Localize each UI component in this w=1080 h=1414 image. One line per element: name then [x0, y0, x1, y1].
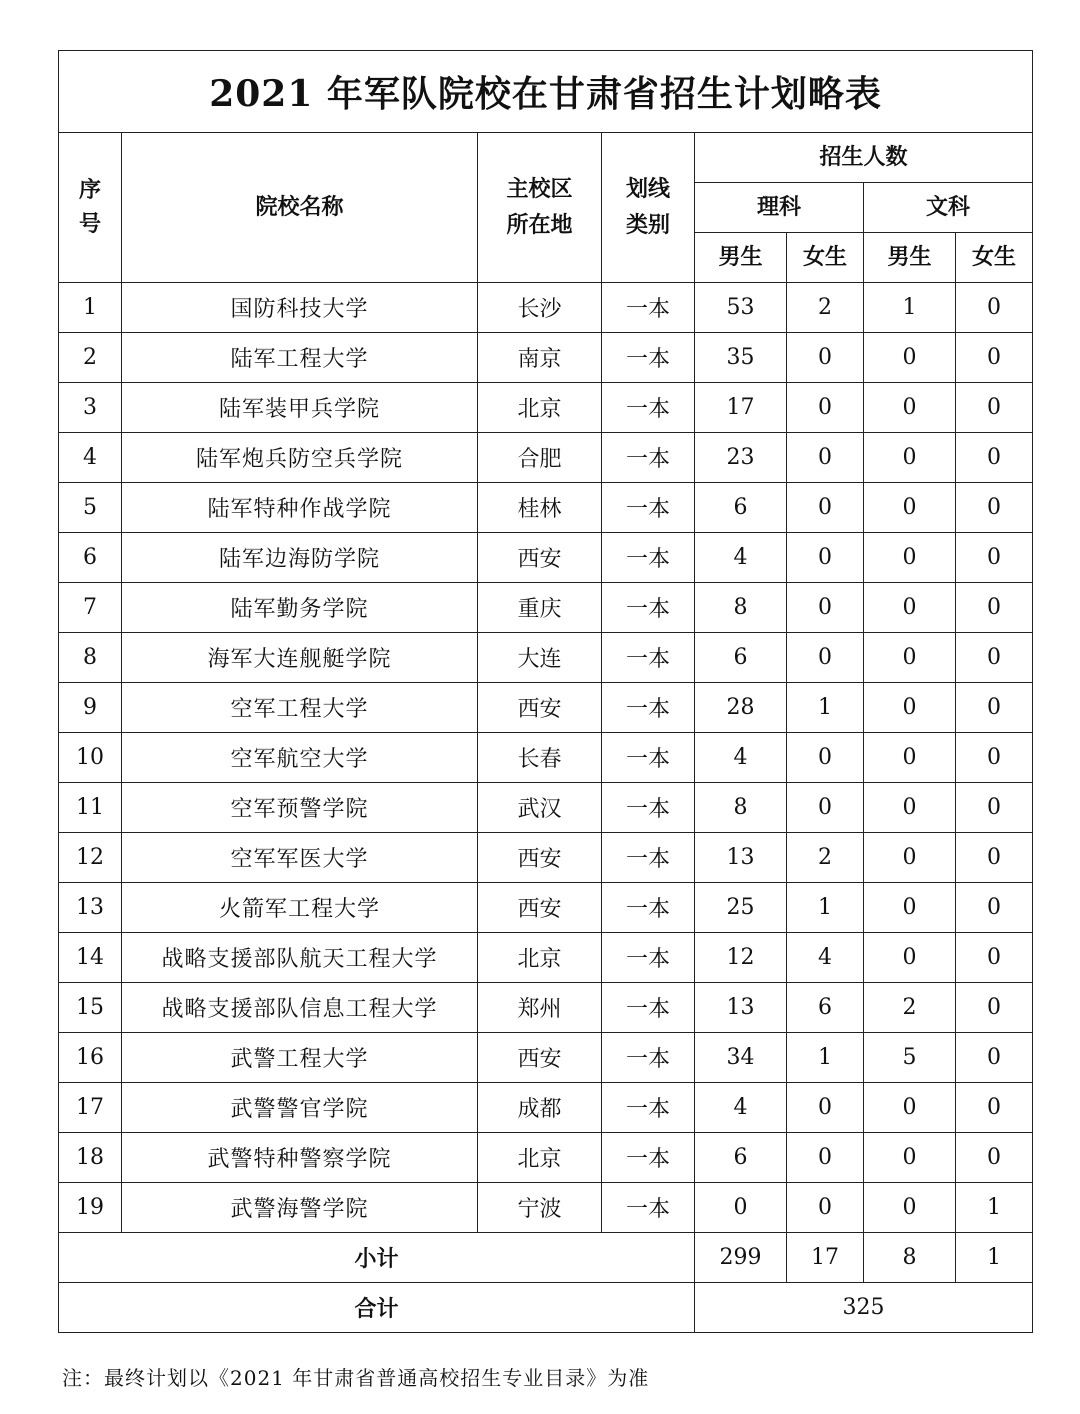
row-campus: 西安: [478, 683, 602, 733]
row-seq: 8: [59, 633, 122, 683]
total-label: 合计: [59, 1283, 695, 1333]
table-row: [59, 833, 1033, 883]
row-seq: 4: [59, 433, 122, 483]
row-school: 空军工程大学: [122, 683, 478, 733]
row-science-male: 23: [695, 433, 787, 483]
row-arts-male: 0: [864, 333, 956, 383]
row-category: 一本: [602, 883, 695, 933]
row-campus: 合肥: [478, 433, 602, 483]
row-arts-female: 0: [956, 933, 1033, 983]
row-science-female: 0: [787, 583, 864, 633]
table-row: [59, 483, 1033, 533]
row-school: 陆军炮兵防空兵学院: [122, 433, 478, 483]
row-category: 一本: [602, 1033, 695, 1083]
row-school: 空军军医大学: [122, 833, 478, 883]
subtotal-arts-male: 8: [864, 1233, 956, 1283]
header-school: 院校名称: [122, 133, 478, 283]
row-campus: 西安: [478, 833, 602, 883]
table-row: [59, 333, 1033, 383]
row-science-male: 8: [695, 783, 787, 833]
row-science-female: 2: [787, 283, 864, 333]
row-category: 一本: [602, 483, 695, 533]
row-arts-male: 0: [864, 933, 956, 983]
subtotal-arts-female: 1: [956, 1233, 1033, 1283]
header-category: [602, 133, 695, 283]
total-value: 325: [695, 1283, 1033, 1333]
row-seq: 19: [59, 1183, 122, 1233]
header-enroll: 招生人数: [695, 133, 1033, 183]
table-row: [59, 733, 1033, 783]
row-seq: 15: [59, 983, 122, 1033]
row-category: 一本: [602, 983, 695, 1033]
row-arts-female: 0: [956, 333, 1033, 383]
row-science-male: 34: [695, 1033, 787, 1083]
row-category: 一本: [602, 683, 695, 733]
row-campus: 长沙: [478, 283, 602, 333]
row-science-female: 0: [787, 483, 864, 533]
row-arts-male: 5: [864, 1033, 956, 1083]
row-seq: 14: [59, 933, 122, 983]
row-arts-female: 0: [956, 833, 1033, 883]
row-arts-female: 0: [956, 283, 1033, 333]
row-science-male: 8: [695, 583, 787, 633]
row-seq: 3: [59, 383, 122, 433]
row-seq: 18: [59, 1133, 122, 1183]
table-row: [59, 983, 1033, 1033]
row-seq: 11: [59, 783, 122, 833]
row-campus: 北京: [478, 933, 602, 983]
table-row: [59, 933, 1033, 983]
title-row: [59, 51, 1033, 133]
row-science-male: 4: [695, 533, 787, 583]
table-row: [59, 883, 1033, 933]
row-arts-female: 0: [956, 433, 1033, 483]
row-seq: 2: [59, 333, 122, 383]
row-school: 空军预警学院: [122, 783, 478, 833]
row-arts-male: 0: [864, 483, 956, 533]
row-arts-female: 0: [956, 583, 1033, 633]
row-science-male: 17: [695, 383, 787, 433]
table-row: [59, 533, 1033, 583]
row-campus: 郑州: [478, 983, 602, 1033]
row-science-female: 0: [787, 433, 864, 483]
row-category: 一本: [602, 1183, 695, 1233]
row-science-male: 6: [695, 1133, 787, 1183]
row-category: 一本: [602, 583, 695, 633]
header-seq-label: 序号: [78, 177, 101, 237]
row-arts-female: 0: [956, 733, 1033, 783]
row-science-female: 4: [787, 933, 864, 983]
row-seq: 7: [59, 583, 122, 633]
row-school: 海军大连舰艇学院: [122, 633, 478, 683]
row-campus: 大连: [478, 633, 602, 683]
subtotal-row: [59, 1233, 1033, 1283]
row-campus: 武汉: [478, 783, 602, 833]
row-category: 一本: [602, 633, 695, 683]
header-row-1: [59, 133, 1033, 183]
table-row: [59, 433, 1033, 483]
row-science-female: 6: [787, 983, 864, 1033]
header-science-male: 男生: [695, 233, 787, 283]
row-arts-female: 0: [956, 383, 1033, 433]
row-seq: 10: [59, 733, 122, 783]
row-science-female: 0: [787, 1183, 864, 1233]
table-row: [59, 583, 1033, 633]
table-row: [59, 383, 1033, 433]
row-school: 武警特种警察学院: [122, 1133, 478, 1183]
row-arts-male: 0: [864, 433, 956, 483]
table-row: [59, 1183, 1033, 1233]
footnote: 注：最终计划以《2021 年甘肃省普通高校招生专业目录》为准: [62, 1366, 650, 1390]
row-arts-male: 2: [864, 983, 956, 1033]
row-arts-male: 0: [864, 583, 956, 633]
subtotal-science-female: 17: [787, 1233, 864, 1283]
row-campus: 长春: [478, 733, 602, 783]
row-arts-female: 0: [956, 683, 1033, 733]
page-title: 2021 年军队院校在甘肃省招生计划略表: [59, 51, 1033, 133]
row-campus: 桂林: [478, 483, 602, 533]
row-arts-male: 0: [864, 733, 956, 783]
row-arts-male: 0: [864, 1183, 956, 1233]
row-science-female: 0: [787, 533, 864, 583]
row-campus: 南京: [478, 333, 602, 383]
row-seq: 9: [59, 683, 122, 733]
row-science-male: 0: [695, 1183, 787, 1233]
row-arts-male: 0: [864, 633, 956, 683]
header-campus: [478, 133, 602, 283]
row-arts-male: 0: [864, 1083, 956, 1133]
row-science-female: 1: [787, 1033, 864, 1083]
row-science-female: 0: [787, 1133, 864, 1183]
row-school: 陆军工程大学: [122, 333, 478, 383]
table-row: [59, 1133, 1033, 1183]
row-school: 陆军勤务学院: [122, 583, 478, 633]
row-seq: 5: [59, 483, 122, 533]
row-science-male: 12: [695, 933, 787, 983]
row-school: 武警工程大学: [122, 1033, 478, 1083]
row-campus: 西安: [478, 1033, 602, 1083]
row-arts-female: 0: [956, 983, 1033, 1033]
row-category: 一本: [602, 533, 695, 583]
row-school: 武警警官学院: [122, 1083, 478, 1133]
header-seq: [59, 133, 122, 283]
row-arts-male: 0: [864, 533, 956, 583]
row-science-male: 4: [695, 1083, 787, 1133]
subtotal-science-male: 299: [695, 1233, 787, 1283]
row-arts-female: 1: [956, 1183, 1033, 1233]
row-arts-male: 0: [864, 383, 956, 433]
row-arts-male: 0: [864, 683, 956, 733]
table-row: [59, 633, 1033, 683]
row-science-female: 1: [787, 683, 864, 733]
row-arts-female: 0: [956, 633, 1033, 683]
row-campus: 重庆: [478, 583, 602, 633]
row-science-female: 0: [787, 633, 864, 683]
row-science-female: 1: [787, 883, 864, 933]
header-category-label: 划线类别: [625, 176, 670, 238]
row-seq: 6: [59, 533, 122, 583]
header-arts-female: 女生: [956, 233, 1033, 283]
row-science-female: 2: [787, 833, 864, 883]
row-school: 战略支援部队航天工程大学: [122, 933, 478, 983]
row-school: 国防科技大学: [122, 283, 478, 333]
row-school: 陆军装甲兵学院: [122, 383, 478, 433]
row-arts-male: 0: [864, 783, 956, 833]
row-campus: 西安: [478, 533, 602, 583]
row-campus: 西安: [478, 883, 602, 933]
row-arts-male: 0: [864, 1133, 956, 1183]
header-arts: 文科: [864, 183, 1033, 233]
row-seq: 1: [59, 283, 122, 333]
row-school: 武警海警学院: [122, 1183, 478, 1233]
row-campus: 成都: [478, 1083, 602, 1133]
row-seq: 16: [59, 1033, 122, 1083]
table-row: [59, 1083, 1033, 1133]
row-category: 一本: [602, 783, 695, 833]
row-science-female: 0: [787, 333, 864, 383]
total-row: [59, 1283, 1033, 1333]
row-science-female: 0: [787, 1083, 864, 1133]
row-category: 一本: [602, 833, 695, 883]
row-category: 一本: [602, 1083, 695, 1133]
row-seq: 13: [59, 883, 122, 933]
row-arts-female: 0: [956, 1133, 1033, 1183]
row-arts-male: 1: [864, 283, 956, 333]
row-school: 战略支援部队信息工程大学: [122, 983, 478, 1033]
row-science-male: 6: [695, 633, 787, 683]
row-school: 陆军边海防学院: [122, 533, 478, 583]
header-campus-label: 主校区所在地: [506, 176, 573, 238]
row-arts-female: 0: [956, 1033, 1033, 1083]
row-science-male: 13: [695, 833, 787, 883]
row-science-male: 4: [695, 733, 787, 783]
row-arts-female: 0: [956, 483, 1033, 533]
enrollment-table: [58, 50, 1033, 1333]
row-campus: 北京: [478, 383, 602, 433]
row-campus: 宁波: [478, 1183, 602, 1233]
row-science-male: 6: [695, 483, 787, 533]
row-science-female: 0: [787, 783, 864, 833]
row-school: 火箭军工程大学: [122, 883, 478, 933]
header-science: 理科: [695, 183, 864, 233]
row-category: 一本: [602, 383, 695, 433]
subtotal-label: 小计: [59, 1233, 695, 1283]
row-category: 一本: [602, 333, 695, 383]
row-category: 一本: [602, 1133, 695, 1183]
row-category: 一本: [602, 933, 695, 983]
row-arts-male: 0: [864, 883, 956, 933]
row-science-male: 35: [695, 333, 787, 383]
row-science-female: 0: [787, 733, 864, 783]
header-science-female: 女生: [787, 233, 864, 283]
row-category: 一本: [602, 733, 695, 783]
row-category: 一本: [602, 433, 695, 483]
row-arts-female: 0: [956, 783, 1033, 833]
row-science-male: 28: [695, 683, 787, 733]
row-school: 空军航空大学: [122, 733, 478, 783]
row-seq: 17: [59, 1083, 122, 1133]
row-campus: 北京: [478, 1133, 602, 1183]
row-science-female: 0: [787, 383, 864, 433]
row-school: 陆军特种作战学院: [122, 483, 478, 533]
header-arts-male: 男生: [864, 233, 956, 283]
row-science-male: 25: [695, 883, 787, 933]
row-arts-female: 0: [956, 1083, 1033, 1133]
row-arts-male: 0: [864, 833, 956, 883]
row-science-male: 13: [695, 983, 787, 1033]
row-arts-female: 0: [956, 533, 1033, 583]
table-row: [59, 1033, 1033, 1083]
row-seq: 12: [59, 833, 122, 883]
row-category: 一本: [602, 283, 695, 333]
row-science-male: 53: [695, 283, 787, 333]
table-row: [59, 683, 1033, 733]
table-row: [59, 283, 1033, 333]
table-row: [59, 783, 1033, 833]
row-arts-female: 0: [956, 883, 1033, 933]
